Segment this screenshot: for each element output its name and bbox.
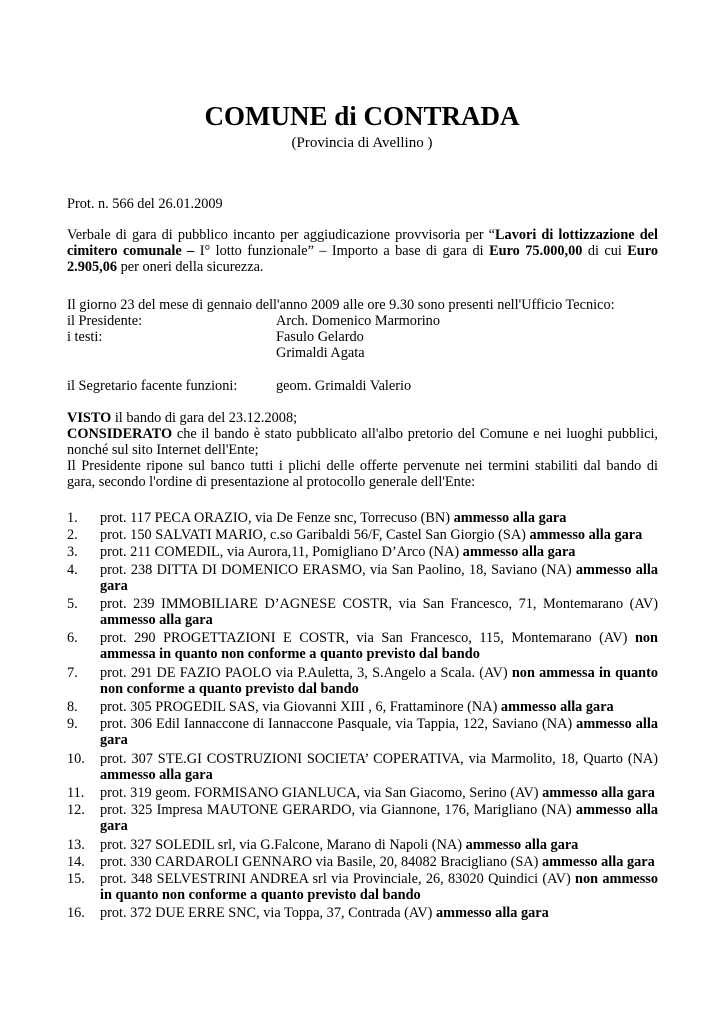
intro-text-2: I° lotto funzionale” – Importo a base di gara di <box>199 243 490 259</box>
bid-number: 3. <box>67 544 78 561</box>
bid-text: prot. 306 Edil Iannaccone di Iannaccone Pasquale, via Tappia, 122, Saviano (NA) <box>100 716 577 733</box>
bid-status: non ammessa in quanto non conforme a quanto previsto dal bando <box>100 664 659 697</box>
visto-paragraph <box>67 410 658 426</box>
bid-text: prot. 291 DE FAZIO PAOLO via P.Auletta, 3, S.Angelo a Scala. (AV) <box>100 664 512 681</box>
bid-status: ammesso alla gara <box>465 836 579 853</box>
bid-status: ammesso alla gara <box>100 802 659 835</box>
bid-list <box>67 510 658 923</box>
president-name: Arch. Domenico Marmorino <box>276 313 440 329</box>
bid-item-4 <box>67 562 658 596</box>
witnesses-label: i testi: <box>67 329 103 345</box>
secretary-row <box>67 378 658 394</box>
secretary-name: geom. Grimaldi Valerio <box>276 378 412 394</box>
visto-keyword: VISTO <box>67 410 112 426</box>
intro-text-4: per oneri della sicurezza. <box>117 259 264 275</box>
bid-item-12 <box>67 802 658 836</box>
protocol-number: Prot. n. 566 del 26.01.2009 <box>67 196 223 212</box>
attendance-intro <box>67 297 658 313</box>
bid-number: 15. <box>67 871 85 888</box>
bid-text: prot. 211 COMEDIL, via Aurora,11, Pomigliano D’Arco (NA) <box>100 544 463 561</box>
intro-base-amount: Euro 75.000,00 <box>489 243 583 259</box>
bid-number: 8. <box>67 699 78 716</box>
bid-number: 11. <box>67 785 85 802</box>
bid-number: 6. <box>67 630 78 647</box>
bid-description <box>100 871 658 905</box>
bid-status: ammesso alla gara <box>529 527 643 544</box>
bid-text: prot. 290 PROGETTAZIONI E COSTR, via San Francesco, 115, Montemarano (AV) <box>100 630 635 647</box>
bid-number: 7. <box>67 664 78 681</box>
bid-status: ammesso alla gara <box>541 853 655 870</box>
bid-status: ammesso alla gara <box>462 544 576 561</box>
bid-description <box>100 854 658 871</box>
bid-item-1 <box>67 510 658 527</box>
bid-description <box>100 785 658 802</box>
intro-text-3: di cui <box>582 243 628 259</box>
bid-text: prot. 307 STE.GI COSTRUZIONI SOCIETA’ COPERATIVA, via Marmolito, 18, Quarto (NA) <box>100 750 658 767</box>
bid-number: 13. <box>67 836 85 853</box>
bid-description <box>100 596 658 630</box>
bid-item-7 <box>67 665 658 699</box>
bid-text: prot. 305 PROGEDIL SAS, via Giovanni XIII , 6, Frattaminore (NA) <box>100 699 501 716</box>
bid-number: 1. <box>67 510 78 526</box>
page-title: COMUNE di CONTRADA <box>204 101 520 131</box>
witness-2-name: Grimaldi Agata <box>276 345 365 361</box>
bid-status: non ammesso in quanto non conforme a quanto previsto dal bando <box>100 871 658 904</box>
bid-description <box>100 630 658 664</box>
bid-number: 14. <box>67 853 85 870</box>
bid-text: prot. 238 DITTA DI DOMENICO ERASMO, via San Paolino, 18, Saviano (NA) <box>100 561 576 578</box>
intro-text-1: Verbale di gara di pubblico incanto per aggiudicazione provvisoria per “ <box>67 227 496 243</box>
secretary-label: il Segretario facente funzioni: <box>67 378 238 394</box>
bid-text: prot. 239 IMMOBILIARE D’AGNESE COSTR, via San Francesco, 71, Montemarano (AV) <box>100 595 658 612</box>
bid-description <box>100 527 658 544</box>
bid-text: prot. 348 SELVESTRINI ANDREA srl via Provinciale, 26, 83020 Quindici (AV) <box>100 871 576 888</box>
bid-number: 5. <box>67 595 78 612</box>
bid-item-5 <box>67 596 658 630</box>
bid-text: prot. 372 DUE ERRE SNC, via Toppa, 37, Contrada (AV) <box>100 905 437 922</box>
bid-description <box>100 837 658 854</box>
witness-2-row <box>67 345 658 361</box>
bid-number: 16. <box>67 905 85 922</box>
recitals-section <box>67 410 658 490</box>
bid-description <box>100 699 658 716</box>
bid-number: 4. <box>67 561 78 578</box>
bid-number: 2. <box>67 527 78 544</box>
intro-works-title: Lavori di lottizzazione del cimitero comunale – <box>67 227 658 259</box>
bid-item-9 <box>67 716 658 750</box>
bid-status: ammesso alla gara <box>100 716 658 749</box>
considerato-text: che il bando è stato pubblicato all'albo pretorio del Comune e nei luoghi pubblici, nonché sul sito Internet dell'Ente; <box>67 426 658 458</box>
president-paragraph: Il Presidente ripone sul banco tutti i plichi delle offerte pervenute nei termini stabiliti dal bando di gara, secondo l'ordine di presentazione al protocollo generale dell'Ente: <box>67 458 658 490</box>
bid-item-16 <box>67 905 658 922</box>
bid-text: prot. 319 geom. FORMISANO GIANLUCA, via San Giacomo, Serino (AV) <box>100 785 543 802</box>
bid-description <box>100 510 658 527</box>
attendance-section <box>67 297 658 361</box>
bid-status: ammesso alla gara <box>100 766 213 783</box>
attendance-intro-text: Il giorno 23 del mese di gennaio dell'anno 2009 alle ore 9.30 sono presenti nell'Ufficio Tecnico: <box>67 297 615 313</box>
intro-paragraph <box>67 227 658 275</box>
president-label: il Presidente: <box>67 313 143 329</box>
bid-status: ammesso alla gara <box>436 905 549 922</box>
bid-item-3 <box>67 544 658 561</box>
bid-item-15 <box>67 871 658 905</box>
bid-status: ammesso alla gara <box>100 611 213 628</box>
bid-item-10 <box>67 751 658 785</box>
bid-number: 9. <box>67 716 78 733</box>
bid-status: ammesso alla gara <box>542 785 655 802</box>
bid-item-11 <box>67 785 658 802</box>
bid-text: prot. 117 PECA ORAZIO, via De Fenze snc, Torrecuso (BN) <box>100 510 454 526</box>
witnesses-row <box>67 329 658 345</box>
considerato-paragraph <box>67 426 658 458</box>
bid-description <box>100 905 658 922</box>
bid-description <box>100 562 658 596</box>
visto-text: il bando di gara del 23.12.2008; <box>111 410 298 426</box>
bid-text: prot. 150 SALVATI MARIO, c.so Garibaldi 56/F, Castel San Giorgio (SA) <box>100 527 530 544</box>
bid-item-2 <box>67 527 658 544</box>
bid-text: prot. 325 Impresa MAUTONE GERARDO, via Giannone, 176, Marigliano (NA) <box>100 802 576 819</box>
bid-text: prot. 330 CARDAROLI GENNARO via Basile, 20, 84082 Bracigliano (SA) <box>100 853 542 870</box>
intro-safety-amount: Euro 2.905,06 <box>67 243 658 275</box>
bid-description <box>100 802 658 836</box>
bid-description <box>100 665 658 699</box>
page-subtitle: (Provincia di Avellino ) <box>291 135 433 151</box>
president-row <box>67 313 658 329</box>
bid-description <box>100 751 658 785</box>
bid-text: prot. 327 SOLEDIL srl, via G.Falcone, Marano di Napoli (NA) <box>100 836 466 853</box>
bid-status: ammesso alla gara <box>453 510 567 526</box>
bid-item-13 <box>67 837 658 854</box>
bid-number: 12. <box>67 802 85 819</box>
bid-description <box>100 544 658 561</box>
bid-status: ammesso alla gara <box>500 699 614 716</box>
bid-status: ammesso alla gara <box>100 561 658 594</box>
bid-number: 10. <box>67 750 85 767</box>
witness-1-name: Fasulo Gelardo <box>276 329 364 345</box>
bid-description <box>100 716 658 750</box>
bid-item-6 <box>67 630 658 664</box>
bid-item-8 <box>67 699 658 716</box>
bid-status: non ammessa in quanto non conforme a quanto previsto dal bando <box>100 630 658 663</box>
bid-item-14 <box>67 854 658 871</box>
considerato-keyword: CONSIDERATO <box>67 426 173 442</box>
